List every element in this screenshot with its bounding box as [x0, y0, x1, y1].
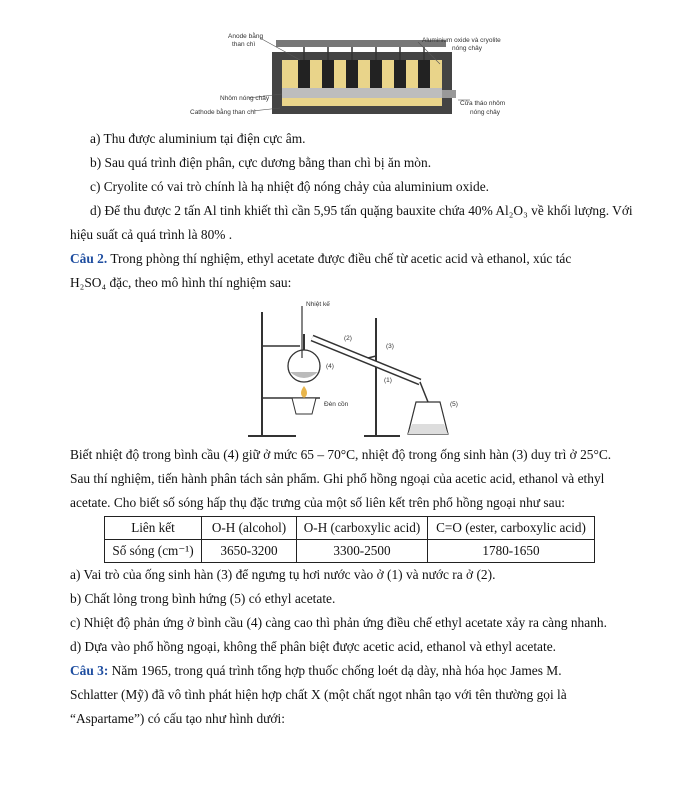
label-n1: (1): [384, 377, 392, 384]
aluminium-outlet: [442, 90, 456, 98]
ir-wavenumber-table: [104, 516, 595, 563]
q1-item-a: a) Thu được aluminium tại điện cực âm.: [90, 131, 306, 146]
q1-item-d-line2: hiệu suất cả quá trình là 80% .: [70, 227, 233, 242]
q3-line-2: Schlatter (Mỹ) đã vô tình phát hiện hợp chất X (một chất ngọt nhân tạo với tên thường gọi là: [70, 687, 567, 702]
label-n3: (3): [386, 343, 394, 350]
label-thermometer: Nhiệt kế: [306, 301, 330, 308]
table-header-cell: O-H (carboxylic acid): [297, 517, 428, 540]
label-lamp: Đèn cồn: [324, 401, 349, 408]
table-cell: 1780-1650: [428, 540, 595, 563]
table-row-label: Số sóng (cm⁻¹): [105, 540, 202, 563]
label-anode-2: than chì: [232, 41, 256, 48]
molten-aluminium-layer: [282, 88, 442, 98]
anode-bus-bar: [276, 40, 446, 47]
table-header-cell: C=O (ester, carboxylic acid): [428, 517, 595, 540]
q1-item-d-line1: d) Để thu được 2 tấn Al tinh khiết thì cần 5,95 tấn quặng bauxite chứa 40% Al₂O₃ về khối lượng. Với: [90, 203, 633, 218]
q2-intro-line1: [70, 250, 571, 267]
alcohol-lamp: [292, 398, 316, 414]
q2-item-b: b) Chất lỏng trong bình hứng (5) có ethyl acetate.: [70, 591, 336, 606]
q2-item-c: c) Nhiệt độ phản ứng ở bình cầu (4) càng cao thì phản ứng điều chế ethyl acetate xảy ra càng nhanh.: [70, 615, 607, 630]
label-n5: (5): [450, 401, 458, 408]
q3-line-3: “Aspartame”) có cấu tạo như hình dưới:: [70, 711, 285, 726]
q2-label: Câu 2.: [70, 251, 108, 266]
label-n2: (2): [344, 335, 352, 342]
q1-item-c: c) Cryolite có vai trò chính là hạ nhiệt độ nóng chảy của aluminium oxide.: [90, 179, 490, 194]
table-header-row: [105, 517, 595, 540]
table-header-cell: O-H (alcohol): [202, 517, 297, 540]
q2-para-3: acetate. Cho biết số sóng hấp thụ đặc trưng của một số liên kết trên phổ hồng ngoại như sau:: [70, 495, 565, 510]
q2-para-1: Biết nhiệt độ trong bình cầu (4) giữ ở mức 65 – 70°C, nhiệt độ trong ống sinh hàn (3) duy trì ở 25°C.: [70, 447, 612, 462]
q3-line-1: [70, 662, 562, 679]
q2-para-2: Sau thí nghiệm, tiến hành phân tách sản phẩm. Ghi phổ hồng ngoại của acetic acid, ethanol và ethyl: [70, 471, 605, 486]
label-outlet-2: nóng chảy: [470, 109, 500, 116]
q2-intro-line2: H₂SO₄ đặc, theo mô hình thí nghiệm sau:: [70, 275, 292, 290]
q2-item-d: d) Dựa vào phổ hồng ngoại, không thể phân biệt được acetic acid, ethanol và ethyl acetate.: [70, 639, 557, 654]
label-oxide-2: nóng chảy: [452, 45, 482, 52]
label-oxide: Aluminium oxide và cryolite: [422, 37, 501, 44]
label-n4: (4): [326, 363, 334, 370]
q2-intro-text: Trong phòng thí nghiệm, ethyl acetate được điều chế từ acetic acid và ethanol, xúc tác: [107, 251, 572, 266]
label-molten-al: Nhôm nóng chảy: [220, 95, 270, 102]
q1-item-b: b) Sau quá trình điện phân, cực dương bằng than chì bị ăn mòn.: [90, 155, 432, 170]
q3-label: Câu 3:: [70, 663, 109, 678]
label-outlet: Cửa tháo nhôm: [460, 100, 506, 107]
table-row: [105, 540, 595, 563]
table-header-cell: Liên kết: [105, 517, 202, 540]
electrolysis-cell-diagram: [190, 28, 530, 120]
apparatus-stands: [248, 312, 400, 436]
label-anode: Anode bằng: [228, 33, 264, 40]
q2-item-a: a) Vai trò của ống sinh hàn (3) để ngưng tụ hơi nước vào ở (1) và nước ra ở (2).: [70, 567, 496, 582]
q3-text: Năm 1965, trong quá trình tổng hợp thuốc chống loét dạ dày, nhà hóa học James M.: [108, 663, 562, 678]
table-cell: 3300-2500: [297, 540, 428, 563]
label-cathode: Cathode bằng than chì: [190, 109, 256, 116]
table-cell: 3650-3200: [202, 540, 297, 563]
distillation-apparatus-diagram: [240, 298, 480, 440]
